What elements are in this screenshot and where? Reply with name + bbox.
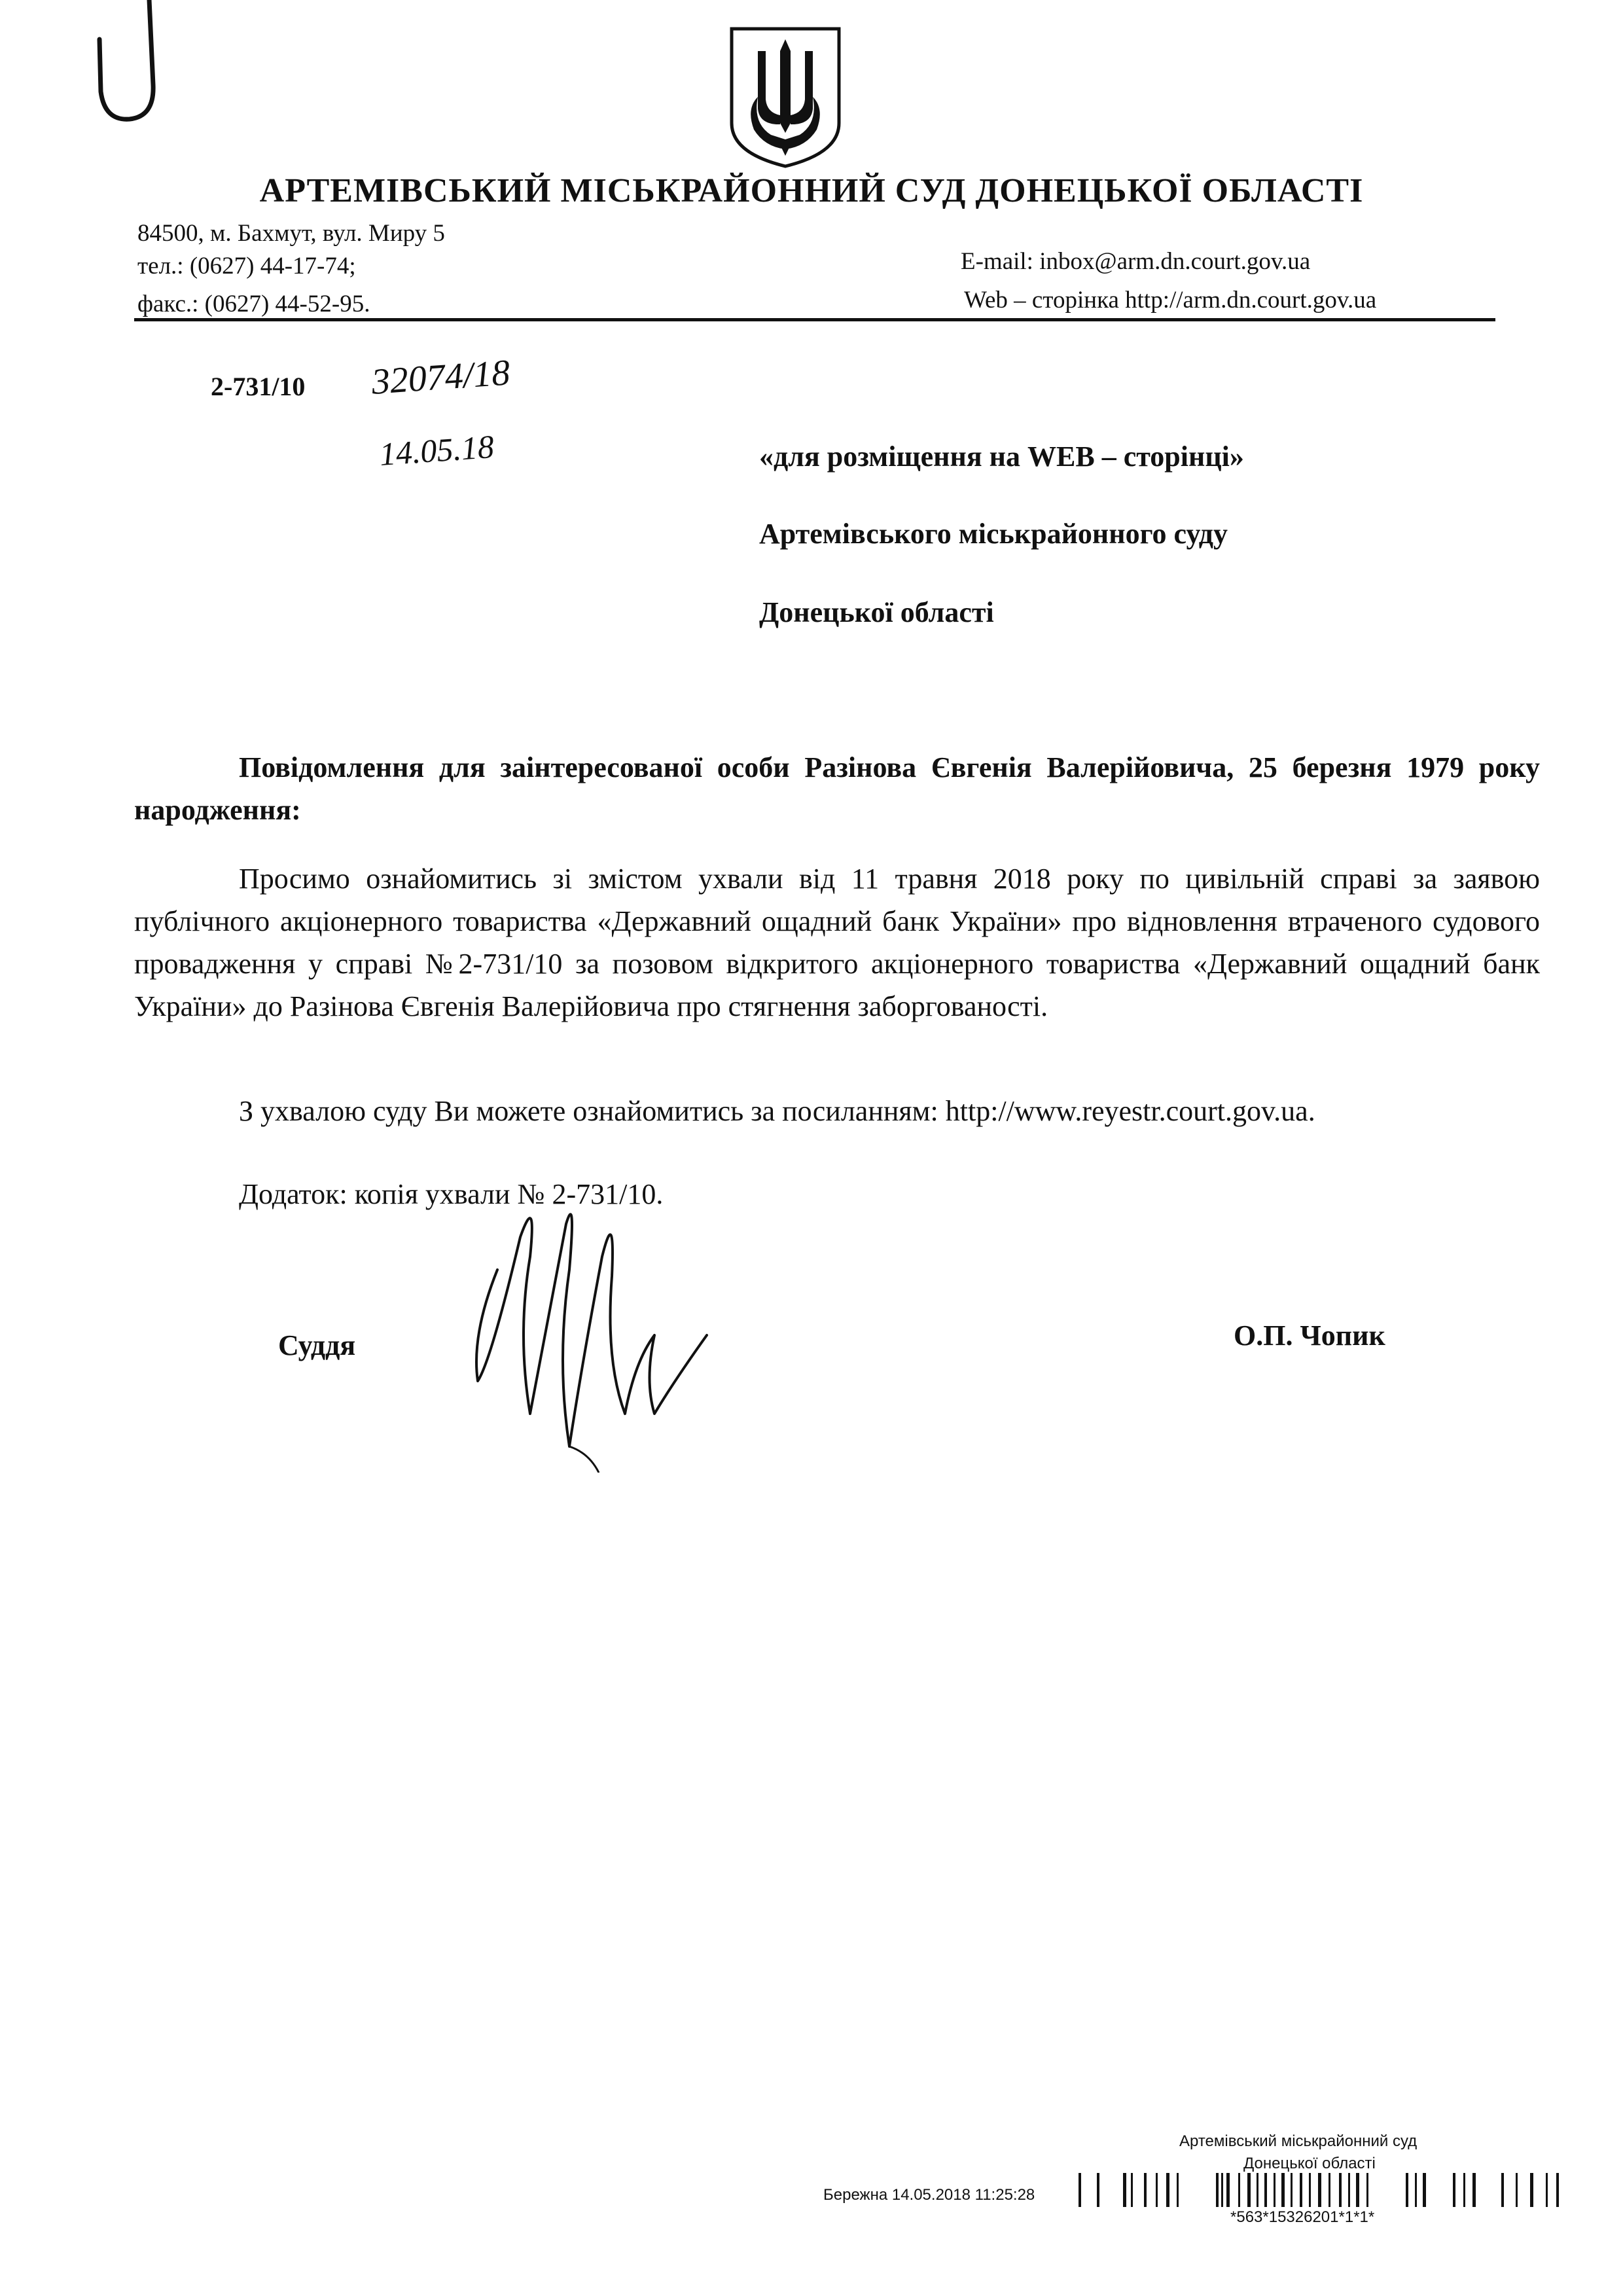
handwritten-signature	[458, 1165, 733, 1473]
barcode-number: *563*15326201*1*1*	[1230, 2208, 1375, 2226]
header-divider	[134, 318, 1495, 321]
court-website: Web – сторінка http://arm.dn.court.gov.ua	[964, 287, 1377, 314]
trident-emblem-icon	[726, 25, 844, 169]
case-number: 2-731/10	[211, 372, 306, 401]
handwritten-registration-number: 32074/18	[370, 352, 512, 403]
handwritten-registration-date: 14.05.18	[378, 427, 495, 473]
addressee-line-3: Донецької області	[759, 596, 994, 628]
court-address: 84500, м. Бахмут, вул. Миру 5	[137, 220, 445, 247]
court-email: E-mail: inbox@arm.dn.court.gov.ua	[961, 248, 1311, 275]
court-phone: тел.: (0627) 44-17-74;	[137, 253, 356, 279]
addressee-line-1: «для розміщення на WEB – сторінці»	[759, 440, 1244, 473]
court-fax: факс.: (0627) 44-52-95.	[137, 291, 370, 317]
barcode-icon	[1079, 2173, 1560, 2207]
notice-paragraph-2: З ухвалою суду Ви можете ознайомитись за посиланням: http://www.reyestr.court.gov.ua.	[239, 1095, 1315, 1127]
judge-title: Суддя	[278, 1329, 356, 1361]
stamp-registration-datetime: Бережна 14.05.2018 11:25:28	[823, 2186, 1035, 2204]
judge-name: О.П. Чопик	[1234, 1319, 1385, 1352]
notice-paragraph-1: Просимо ознайомитись зі змістом ухвали від 11 травня 2018 року по цивільній справі за заявою публічного акціонерного товариства «Державний ощадний банк України» про відновлення втраченого судового провадження у справі №2-731/10 за позовом відкритого акціонерного товариства «Державний ощадний банк України» до Разінова Євгенія Валерійовича про стягнення заборгованості.	[134, 863, 1540, 1022]
paper-clip-mark	[92, 0, 164, 131]
stamp-court-line-1: Артемівський міськрайонний суд	[1179, 2132, 1418, 2150]
court-name-heading: АРТЕМІВСЬКИЙ МІСЬКРАЙОННИЙ СУД ДОНЕЦЬКОЇ ОБЛАСТІ	[259, 172, 1364, 209]
stamp-court-line-2: Донецької області	[1243, 2155, 1376, 2172]
notice-heading: Повідомлення для заінтересованої особи Разінова Євгенія Валерійовича, 25 березня 1979 року народження:	[134, 751, 1540, 826]
notice-attachment-line: Додаток: копія ухвали № 2-731/10.	[239, 1178, 664, 1210]
addressee-line-2: Артемівського міськрайонного суду	[759, 518, 1228, 550]
